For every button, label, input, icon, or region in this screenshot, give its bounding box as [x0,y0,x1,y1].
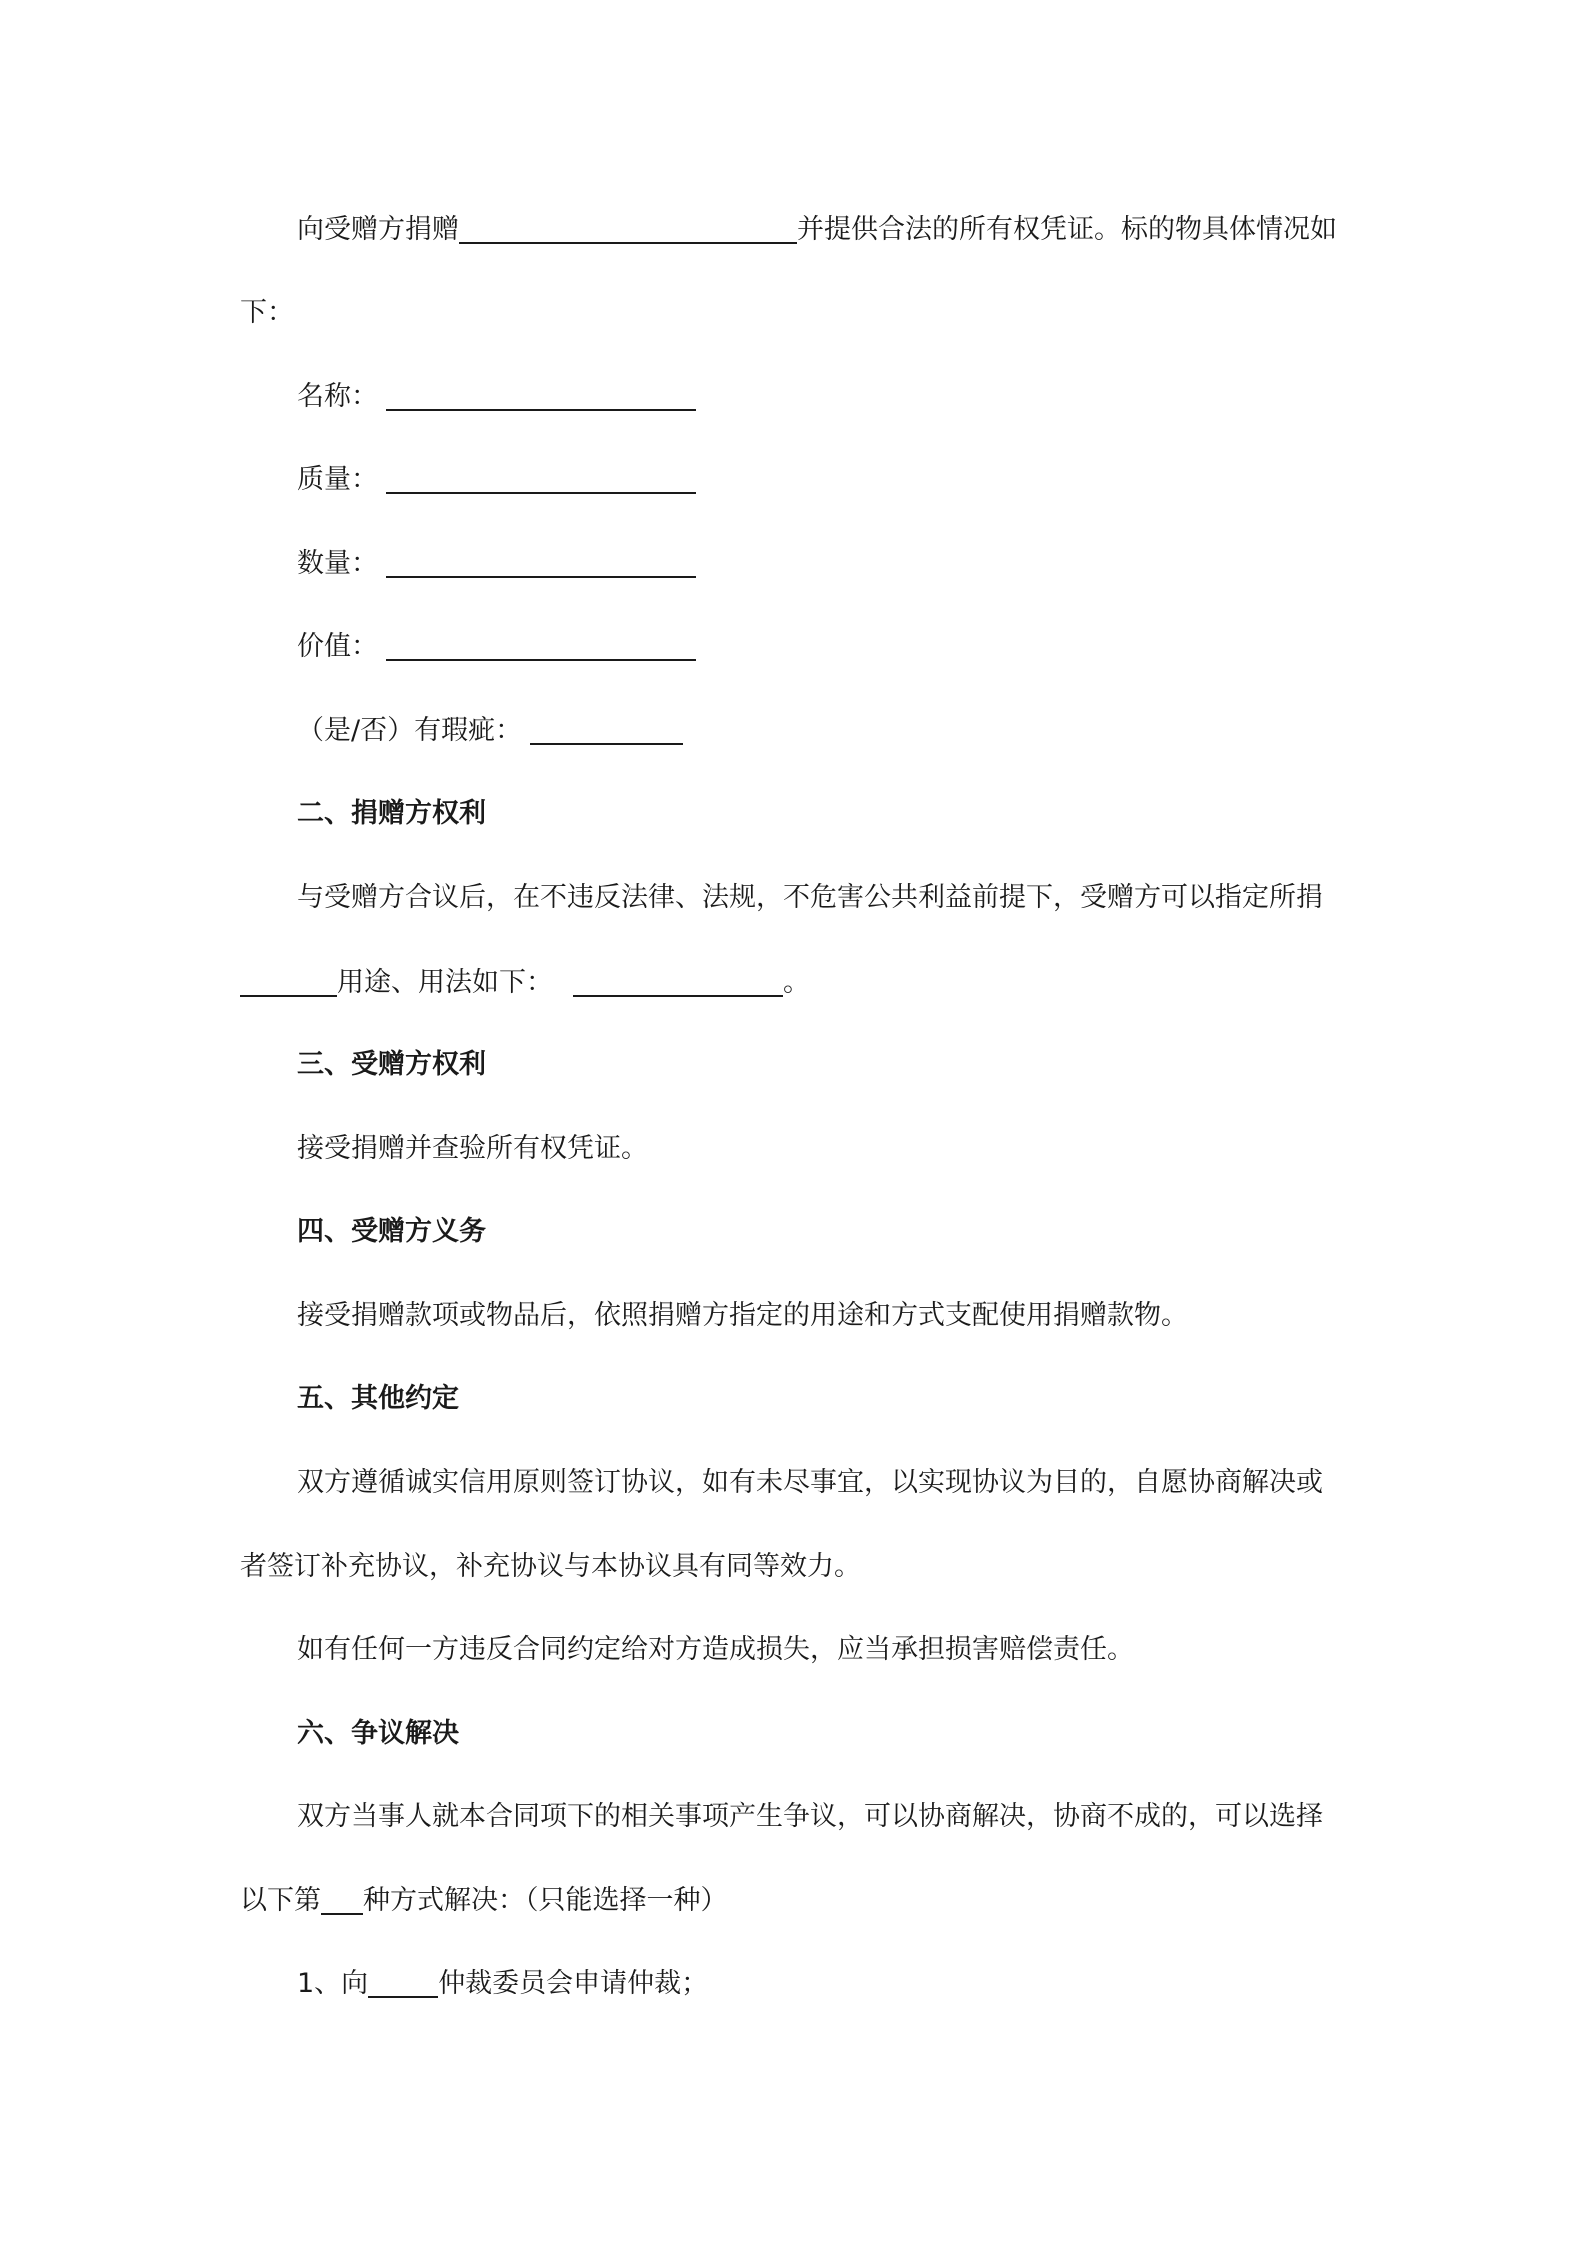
paragraph-donor-rights: 与受赠方合议后，在不违反法律、法规，不危害公共利益前提下，受赠方可以指定所捐 [297,882,1323,913]
blank-quantity[interactable] [386,546,696,578]
heading-donor-rights: 二、捐赠方权利 [297,798,486,829]
paragraph-dispute-1: 双方当事人就本合同项下的相关事项产生争议，可以协商解决，协商不成的，可以选择 [297,1801,1323,1832]
blank-value[interactable] [386,629,696,661]
text-donate-to: 向受赠方捐赠 [297,214,459,245]
paragraph-continuation [240,293,294,333]
blank-defect[interactable] [530,713,683,745]
field-quantity [297,544,696,584]
text-usage: 用途、用法如下： [337,967,553,998]
text-to: 1、向 [297,1968,369,1999]
field-defect [297,711,683,751]
field-value [297,627,696,667]
paragraph-donee-rights: 接受捐赠并查验所有权凭证。 [297,1133,648,1164]
paragraph-liability: 如有任何一方违反合同约定给对方造成损失，应当承担损害赔偿责任。 [297,1634,1134,1665]
label-defect: （是/否）有瑕疵： [297,715,523,746]
text-period: 。 [783,967,810,998]
paragraph-donation-intro [297,210,1337,250]
blank-quality[interactable] [386,462,696,494]
paragraph-usage [240,963,810,1003]
blank-method-number[interactable] [321,1883,363,1915]
label-name: 名称： [297,381,378,412]
text-methods: 种方式解决：（只能选择一种） [363,1885,728,1916]
label-value: 价值： [297,631,378,662]
heading-dispute-resolution: 六、争议解决 [297,1718,459,1749]
text-arbitration: 仲裁委员会申请仲裁； [438,1968,709,1999]
text-ownership-proof: 并提供合法的所有权凭证。标的物具体情况如 [797,214,1337,245]
blank-arbitration-committee[interactable] [368,1966,438,1998]
label-quantity: 数量： [297,548,378,579]
heading-donee-rights: 三、受赠方权利 [297,1049,486,1080]
blank-name[interactable] [386,379,696,411]
field-name [297,377,696,417]
paragraph-other-terms-2: 者签订补充协议，补充协议与本协议具有同等效力。 [240,1551,861,1582]
blank-donation-item[interactable] [459,212,797,244]
blank-usage[interactable] [573,965,783,997]
label-quality: 质量： [297,464,378,495]
text-below: 下： [240,297,294,328]
paragraph-donee-obligations: 接受捐赠款项或物品后，依照捐赠方指定的用途和方式支配使用捐赠款物。 [297,1300,1188,1331]
blank-donated-item[interactable] [240,965,337,997]
field-quality [297,460,696,500]
paragraph-other-terms-1: 双方遵循诚实信用原则签订协议，如有未尽事宜，以实现协议为目的，自愿协商解决或 [297,1467,1323,1498]
paragraph-dispute-2 [240,1881,728,1921]
heading-donee-obligations: 四、受赠方义务 [297,1216,486,1247]
heading-other-terms: 五、其他约定 [297,1383,459,1414]
paragraph-arbitration [297,1964,708,2004]
text-choose-number: 以下第 [240,1885,321,1916]
